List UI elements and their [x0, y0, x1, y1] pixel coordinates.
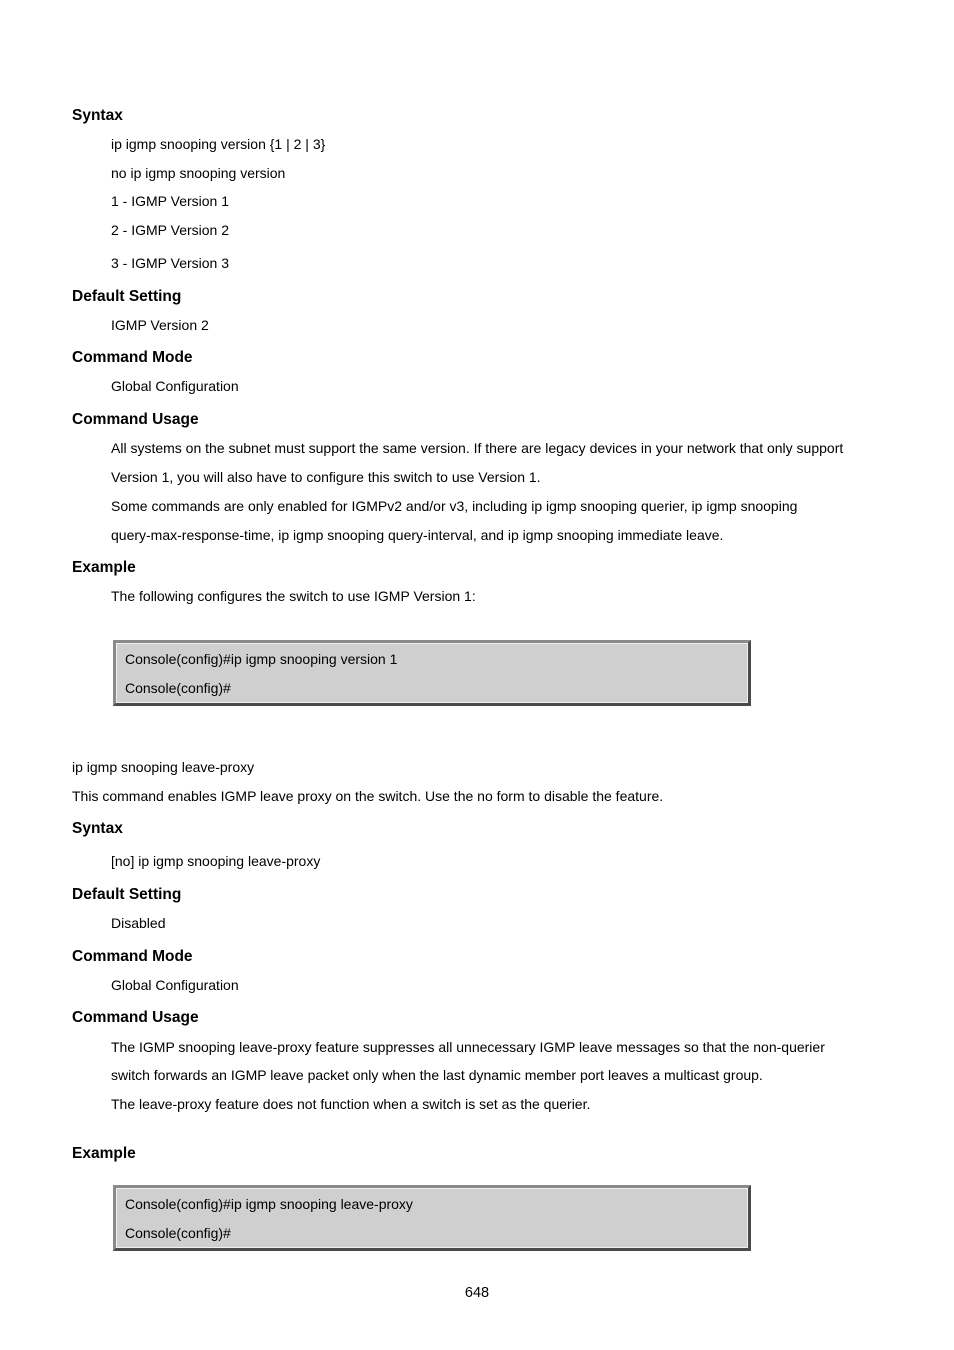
- command-usage-heading: Command Usage: [72, 1009, 199, 1026]
- default-setting-value: IGMP Version 2: [111, 317, 209, 333]
- example-heading: Example: [72, 559, 136, 576]
- console-line: Console(config)#: [125, 680, 231, 696]
- syntax-line: 1 - IGMP Version 1: [111, 193, 230, 209]
- console-example-box: [113, 1185, 751, 1251]
- command-mode-value: Global Configuration: [111, 378, 239, 394]
- example-heading: Example: [72, 1145, 136, 1162]
- syntax-line: [no] ip igmp snooping leave-proxy: [111, 853, 321, 869]
- example-intro: The following configures the switch to use IGMP Version 1:: [111, 588, 476, 604]
- usage-line: Version 1, you will also have to configure this switch to use Version 1.: [111, 469, 541, 485]
- syntax-heading: Syntax: [72, 820, 123, 837]
- console-line: Console(config)#ip igmp snooping version 1: [125, 651, 398, 667]
- usage-line: Some commands are only enabled for IGMPv2 and/or v3, including ip igmp snooping querier, ip igmp snooping: [111, 498, 798, 514]
- page-number: 648: [464, 1285, 490, 1301]
- default-setting-value: Disabled: [111, 915, 166, 931]
- command-mode-heading: Command Mode: [72, 948, 193, 965]
- console-line: Console(config)#: [125, 1225, 231, 1241]
- usage-line: The IGMP snooping leave-proxy feature suppresses all unnecessary IGMP leave messages so that the non-querier: [111, 1039, 825, 1055]
- command-mode-heading: Command Mode: [72, 349, 193, 366]
- syntax-line: ip igmp snooping version {1 | 2 | 3}: [111, 136, 326, 152]
- usage-line: The leave-proxy feature does not function when a switch is set as the querier.: [111, 1096, 591, 1112]
- syntax-line: no ip igmp snooping version: [111, 165, 286, 181]
- console-example-box: [113, 640, 751, 706]
- syntax-heading: Syntax: [72, 107, 123, 124]
- syntax-line: 2 - IGMP Version 2: [111, 222, 230, 238]
- command-name: ip igmp snooping leave-proxy: [72, 759, 255, 775]
- syntax-line: 3 - IGMP Version 3: [111, 255, 230, 271]
- console-line: Console(config)#ip igmp snooping leave-proxy: [125, 1196, 413, 1212]
- usage-line: query-max-response-time, ip igmp snooping query-interval, and ip igmp snooping immediate leave.: [111, 527, 724, 543]
- usage-line: switch forwards an IGMP leave packet only when the last dynamic member port leaves a multicast group.: [111, 1067, 763, 1083]
- default-setting-heading: Default Setting: [72, 288, 182, 305]
- default-setting-heading: Default Setting: [72, 886, 182, 903]
- usage-line: All systems on the subnet must support the same version. If there are legacy devices in your network that only support: [111, 440, 844, 456]
- command-mode-value: Global Configuration: [111, 977, 239, 993]
- command-description: This command enables IGMP leave proxy on the switch. Use the no form to disable the feature.: [72, 788, 664, 804]
- command-usage-heading: Command Usage: [72, 411, 199, 428]
